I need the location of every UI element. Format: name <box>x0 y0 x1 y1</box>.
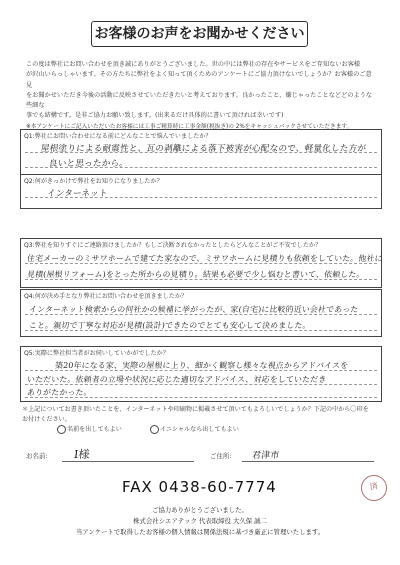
fax-number: FAX 0438-60-7774 <box>122 478 277 496</box>
question-3-label: Q3:弊社を知りすぐにご連絡頂けましたか？もしご決断されなかったとしたらどんなことがご不安でしたか？ <box>24 242 322 249</box>
answer-1-line-2: 良いと思ったから。 <box>48 159 129 169</box>
intro-line: この度は弊社にお問い合わせを頂き誠にありがとうございました。世の中には弊社の存在やサービスをご存知ないお客様 <box>26 61 361 68</box>
footer-thanks: ご協力ありがとうございました。 <box>152 506 248 514</box>
stamp-text: 済 <box>369 481 379 492</box>
consent-option-name[interactable] <box>57 424 122 434</box>
answer-2-line-1: インターネット <box>46 189 109 199</box>
answer-4-line-2: こと。親切で丁寧な対応が見積(設計)できたのでとても安心して決めました。 <box>28 321 312 330</box>
intro-text <box>26 60 376 132</box>
answer-3-line-1: 住宅メーカーのミサワホームで建てた家なので、ミサワホームに見積りも依頼をしていた。他社に <box>26 254 384 263</box>
question-1-box <box>20 129 382 175</box>
address-label: ご住所: <box>210 452 232 460</box>
radio-icon[interactable] <box>150 425 159 434</box>
intro-line: 事でも結構です。是非ご協力お願い致します。(出来るだけ具体的に書いて頂ければ幸いです) <box>26 112 284 120</box>
footer-company: 株式会社シエアテック 代表取締役 大久保 誠二 <box>133 517 267 525</box>
customer-info-row <box>20 444 380 466</box>
consent-option-initial-label: イニシャルなら出してもよい <box>160 426 239 433</box>
consent-option-initial[interactable] <box>150 424 239 434</box>
stamp-seal <box>359 473 388 502</box>
question-2-box <box>20 174 382 209</box>
question-4-box <box>20 289 382 337</box>
consent-option-name-label: 名前を出してもよい <box>67 426 122 433</box>
name-label: お名前: <box>26 452 48 460</box>
question-5-label: Q5:実際に弊社担当者がお伺いしていかがでしたか？ <box>24 350 169 357</box>
consent-question: ＊上記についてお書き頂いたことを、インターネットや印刷物に掲載させて頂いてもよろしいでしょうか？下記の中から〇印を <box>22 406 369 413</box>
answer-1-line-1: 屋根塗りによる耐震性と、瓦の剥離による落下被害が心配なので、軽量化した方が <box>40 144 367 154</box>
answer-4-line-1: インターネット検索からの何社かの候補に挙がったが、家(自宅)に比較的近い会社であった <box>28 305 359 314</box>
question-4-label: Q4:何が決め手となり弊社にお問い合わせを頂きましたか？ <box>24 293 188 300</box>
consent-question-cont: お付けください。 <box>22 416 71 423</box>
answer-5-line-3: ありがたかった。 <box>26 388 93 397</box>
question-3-box <box>20 238 382 288</box>
answer-3-line-2: 見積(屋根リフォーム)をとった所からの見積り。結果も必要で少し悩むと書いて、依頼した。 <box>26 270 366 279</box>
address-underline <box>242 461 374 462</box>
question-2-label: Q2:何がきっかけで弊社をお知りになりましたか？ <box>24 178 163 185</box>
intro-note: ※本アンケートにご記入いただいたお客様には工事ご精算時に工事金額(税抜き)の 2%をキャッシュバックさせていただきます。 <box>26 123 353 130</box>
name-value: I様 <box>73 448 91 461</box>
radio-icon[interactable] <box>57 425 66 434</box>
answer-5-line-1: 築20年になる家、実際の屋根に上り、細かく観察し様々な視点からアドバイスを <box>54 361 349 370</box>
intro-line: が沢山いらっしゃいます。その方たちに弊社をよく知って頂くためのアンケートにご協力頂けないでしょうか？お客様のご意見 <box>26 71 372 89</box>
question-1-label: Q1:弊社にお問い合わせになる前にどんなことで悩んでいましたか？ <box>24 133 212 140</box>
intro-line: をお聞かせいただき今後の活動に反映させていただきたいと考えております。良かったこと、嫌じゃったことなどどのような些細な <box>26 91 373 110</box>
page-title: お客様のお声をお聞かせください <box>91 21 308 47</box>
address-value: 君津市 <box>251 451 280 461</box>
footer-privacy: 当アンケートで取得したお客様の個人情報は関係法規に基づき厳正に管理いたします。 <box>75 528 325 536</box>
answer-5-line-2: いただいた。依頼者の立場や状況に応じた適切なアドバイス、対応をしていただき <box>26 375 327 384</box>
question-5-box <box>20 346 382 402</box>
